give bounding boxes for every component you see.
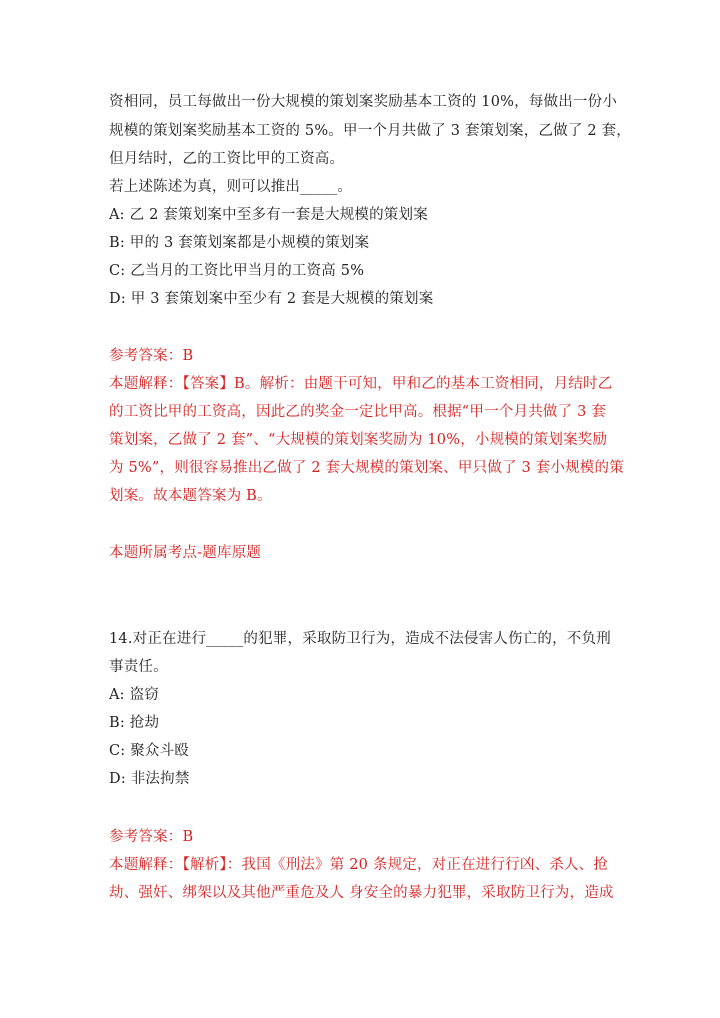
- q13-explanation-line: 的工资比甲的工资高，因此乙的奖金一定比甲高。根据“甲一个月共做了 3 套: [109, 404, 607, 420]
- q14-answer: 参考答案：B: [109, 829, 194, 845]
- q13-option-c: C: 乙当月的工资比甲当月的工资高 5%: [109, 263, 365, 279]
- q13-explanation-line: 为 5%”，则很容易推出乙做了 2 套大规模的策划案、甲只做了 3 套小规模的策: [109, 460, 624, 476]
- q14-stem-line: 事责任。: [109, 659, 168, 675]
- q13-stem-line: 规模的策划案奖励基本工资的 5%。甲一个月共做了 3 套策划案，乙做了 2 套，: [109, 123, 631, 139]
- q14-stem-line: 14.对正在进行_____的犯罪，采取防卫行为，造成不法侵害人伤亡的，不负刑: [109, 631, 611, 647]
- q13-option-a: A: 乙 2 套策划案中至多有一套是大规模的策划案: [109, 207, 428, 223]
- q13-explanation-line: 本题解释：【答案】B。解析：由题干可知，甲和乙的基本工资相同，月结时乙: [109, 376, 613, 392]
- q13-explanation-line: 划案。故本题答案为 B。: [109, 488, 272, 504]
- q13-stem-line: 但月结时，乙的工资比甲的工资高。: [109, 151, 345, 167]
- q14-explanation-line: 劫、强奸、绑架以及其他严重危及人 身安全的暴力犯罪，采取防卫行为，造成: [109, 885, 614, 901]
- q14-option-a: A: 盗窃: [109, 687, 159, 703]
- q13-answer: 参考答案：B: [109, 348, 194, 364]
- q13-explanation-line: 策划案，乙做了 2 套”、“大规模的策划案奖励为 10%，小规模的策划案奖励: [109, 432, 608, 448]
- q14-option-d: D: 非法拘禁: [109, 771, 190, 787]
- q13-stem-line: 若上述陈述为真，则可以推出_____。: [109, 179, 353, 195]
- q14-explanation-line: 本题解释：【解析】：我国《刑法》第 20 条规定，对正在进行行凶、杀人、抢: [109, 857, 609, 873]
- q14-option-b: B: 抢劫: [109, 715, 160, 731]
- q14-option-c: C: 聚众斗殴: [109, 743, 189, 759]
- q13-option-b: B: 甲的 3 套策划案都是小规模的策划案: [109, 235, 370, 251]
- q13-option-d: D: 甲 3 套策划案中至少有 2 套是大规模的策划案: [109, 291, 434, 307]
- q13-stem-line: 资相同，员工每做出一份大规模的策划案奖励基本工资的 10%，每做出一份小: [109, 94, 618, 110]
- q13-source: 本题所属考点-题库原题: [109, 545, 262, 561]
